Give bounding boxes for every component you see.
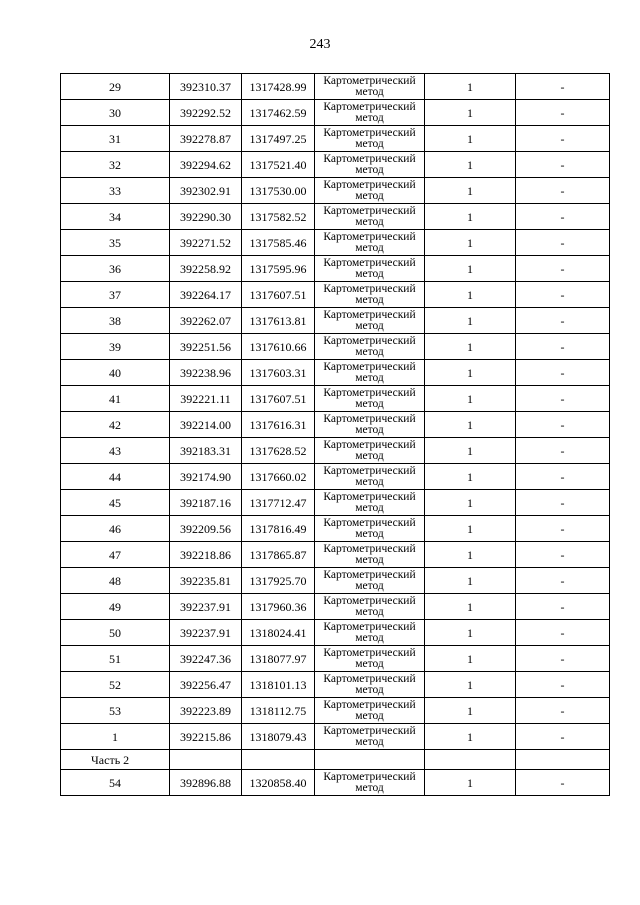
- method-cell: Картометрический метод: [315, 542, 425, 568]
- accuracy-cell: 1: [425, 74, 516, 100]
- coordinates-table-body: [61, 74, 610, 796]
- point-number-cell: 42: [61, 412, 170, 438]
- table-row: [61, 594, 610, 620]
- point-number-cell: 52: [61, 672, 170, 698]
- note-cell: -: [516, 100, 610, 126]
- x-coordinate-cell: 392237.91: [170, 594, 242, 620]
- note-cell: -: [516, 594, 610, 620]
- accuracy-cell: 1: [425, 770, 516, 796]
- note-cell: -: [516, 386, 610, 412]
- x-coordinate-cell: 392218.86: [170, 542, 242, 568]
- method-cell: Картометрический метод: [315, 178, 425, 204]
- x-coordinate-cell: 392294.62: [170, 152, 242, 178]
- note-cell: -: [516, 412, 610, 438]
- coordinates-table: [60, 73, 610, 796]
- method-cell: Картометрический метод: [315, 308, 425, 334]
- y-coordinate-cell: 1320858.40: [242, 770, 315, 796]
- table-row: [61, 698, 610, 724]
- y-coordinate-cell: 1317960.36: [242, 594, 315, 620]
- y-coordinate-cell: 1317616.31: [242, 412, 315, 438]
- y-coordinate-cell: 1317610.66: [242, 334, 315, 360]
- method-cell: Картометрический метод: [315, 204, 425, 230]
- table-row: [61, 724, 610, 750]
- note-cell: -: [516, 360, 610, 386]
- x-coordinate-cell: 392258.92: [170, 256, 242, 282]
- note-cell: -: [516, 152, 610, 178]
- accuracy-cell: 1: [425, 490, 516, 516]
- table-row: [61, 282, 610, 308]
- method-cell: Картометрический метод: [315, 74, 425, 100]
- table-row: [61, 74, 610, 100]
- accuracy-cell: 1: [425, 100, 516, 126]
- y-coordinate-cell: 1317595.96: [242, 256, 315, 282]
- accuracy-cell: 1: [425, 438, 516, 464]
- table-row: [61, 334, 610, 360]
- note-cell: -: [516, 126, 610, 152]
- note-cell: -: [516, 74, 610, 100]
- y-coordinate-cell: 1317628.52: [242, 438, 315, 464]
- x-coordinate-cell: 392235.81: [170, 568, 242, 594]
- y-coordinate-cell: 1317603.31: [242, 360, 315, 386]
- table-row: [61, 230, 610, 256]
- table-row: [61, 256, 610, 282]
- accuracy-cell: 1: [425, 724, 516, 750]
- point-number-cell: 33: [61, 178, 170, 204]
- note-cell: -: [516, 490, 610, 516]
- table-row: [61, 412, 610, 438]
- accuracy-cell: 1: [425, 594, 516, 620]
- note-cell: -: [516, 464, 610, 490]
- accuracy-cell: 1: [425, 672, 516, 698]
- accuracy-cell: 1: [425, 620, 516, 646]
- y-coordinate-cell: 1318077.97: [242, 646, 315, 672]
- note-cell: -: [516, 204, 610, 230]
- x-coordinate-cell: 392183.31: [170, 438, 242, 464]
- point-number-cell: 44: [61, 464, 170, 490]
- method-cell: Картометрический метод: [315, 724, 425, 750]
- accuracy-cell: 1: [425, 256, 516, 282]
- point-number-cell: 37: [61, 282, 170, 308]
- point-number-cell: 48: [61, 568, 170, 594]
- point-number-cell: 36: [61, 256, 170, 282]
- point-number-cell: 34: [61, 204, 170, 230]
- accuracy-cell: 1: [425, 282, 516, 308]
- x-coordinate-cell: 392290.30: [170, 204, 242, 230]
- x-coordinate-cell: 392215.86: [170, 724, 242, 750]
- x-coordinate-cell: 392221.11: [170, 386, 242, 412]
- table-row: [61, 568, 610, 594]
- table-row: [61, 308, 610, 334]
- table-row: [61, 516, 610, 542]
- note-cell: -: [516, 672, 610, 698]
- y-coordinate-cell: 1317530.00: [242, 178, 315, 204]
- x-coordinate-cell: 392237.91: [170, 620, 242, 646]
- x-coordinate-cell: 392302.91: [170, 178, 242, 204]
- method-cell: Картометрический метод: [315, 698, 425, 724]
- accuracy-cell: 1: [425, 178, 516, 204]
- x-coordinate-cell: 392238.96: [170, 360, 242, 386]
- y-coordinate-cell: 1317462.59: [242, 100, 315, 126]
- point-number-cell: 32: [61, 152, 170, 178]
- method-cell: Картометрический метод: [315, 412, 425, 438]
- method-cell: Картометрический метод: [315, 152, 425, 178]
- point-number-cell: 54: [61, 770, 170, 796]
- note-cell: -: [516, 770, 610, 796]
- point-number-cell: 31: [61, 126, 170, 152]
- x-coordinate-cell: 392256.47: [170, 672, 242, 698]
- method-cell: Картометрический метод: [315, 464, 425, 490]
- accuracy-cell: 1: [425, 464, 516, 490]
- note-cell: -: [516, 516, 610, 542]
- point-number-cell: 43: [61, 438, 170, 464]
- method-cell: Картометрический метод: [315, 256, 425, 282]
- note-cell: -: [516, 282, 610, 308]
- y-coordinate-cell: 1317712.47: [242, 490, 315, 516]
- point-number-cell: 47: [61, 542, 170, 568]
- point-number-cell: 50: [61, 620, 170, 646]
- x-coordinate-cell: 392251.56: [170, 334, 242, 360]
- method-cell: Картометрический метод: [315, 516, 425, 542]
- method-cell: Картометрический метод: [315, 438, 425, 464]
- method-cell: Картометрический метод: [315, 568, 425, 594]
- accuracy-cell: 1: [425, 230, 516, 256]
- x-coordinate-cell: 392264.17: [170, 282, 242, 308]
- x-coordinate-cell: 392209.56: [170, 516, 242, 542]
- x-coordinate-cell: 392292.52: [170, 100, 242, 126]
- y-coordinate-cell: 1317585.46: [242, 230, 315, 256]
- method-cell: Картометрический метод: [315, 334, 425, 360]
- table-row: [61, 770, 610, 796]
- method-cell: Картометрический метод: [315, 100, 425, 126]
- y-coordinate-cell: 1317613.81: [242, 308, 315, 334]
- x-coordinate-cell: 392310.37: [170, 74, 242, 100]
- y-coordinate-cell: 1317607.51: [242, 386, 315, 412]
- empty-cell: [516, 750, 610, 770]
- accuracy-cell: 1: [425, 152, 516, 178]
- table-row: [61, 542, 610, 568]
- y-coordinate-cell: 1317607.51: [242, 282, 315, 308]
- y-coordinate-cell: 1317582.52: [242, 204, 315, 230]
- x-coordinate-cell: 392187.16: [170, 490, 242, 516]
- y-coordinate-cell: 1317816.49: [242, 516, 315, 542]
- table-row: [61, 360, 610, 386]
- accuracy-cell: 1: [425, 698, 516, 724]
- y-coordinate-cell: 1318024.41: [242, 620, 315, 646]
- point-number-cell: 45: [61, 490, 170, 516]
- part-label: Часть 2: [61, 750, 170, 770]
- table-row: [61, 672, 610, 698]
- point-number-cell: 51: [61, 646, 170, 672]
- empty-cell: [315, 750, 425, 770]
- note-cell: -: [516, 230, 610, 256]
- method-cell: Картометрический метод: [315, 360, 425, 386]
- table-row: [61, 178, 610, 204]
- x-coordinate-cell: 392278.87: [170, 126, 242, 152]
- method-cell: Картометрический метод: [315, 646, 425, 672]
- table-row: [61, 386, 610, 412]
- point-number-cell: 46: [61, 516, 170, 542]
- method-cell: Картометрический метод: [315, 490, 425, 516]
- page-number: 243: [309, 37, 331, 52]
- table-row: [61, 464, 610, 490]
- method-cell: Картометрический метод: [315, 594, 425, 620]
- point-number-cell: 53: [61, 698, 170, 724]
- y-coordinate-cell: 1317660.02: [242, 464, 315, 490]
- x-coordinate-cell: 392223.89: [170, 698, 242, 724]
- note-cell: -: [516, 334, 610, 360]
- table-row: [61, 126, 610, 152]
- table-row: [61, 204, 610, 230]
- note-cell: -: [516, 542, 610, 568]
- note-cell: -: [516, 568, 610, 594]
- note-cell: -: [516, 178, 610, 204]
- method-cell: Картометрический метод: [315, 386, 425, 412]
- table-row: [61, 646, 610, 672]
- accuracy-cell: 1: [425, 516, 516, 542]
- x-coordinate-cell: 392271.52: [170, 230, 242, 256]
- note-cell: -: [516, 646, 610, 672]
- method-cell: Картометрический метод: [315, 230, 425, 256]
- method-cell: Картометрический метод: [315, 672, 425, 698]
- table-row: [61, 100, 610, 126]
- y-coordinate-cell: 1318112.75: [242, 698, 315, 724]
- accuracy-cell: 1: [425, 126, 516, 152]
- method-cell: Картометрический метод: [315, 620, 425, 646]
- part-header-row: [61, 750, 610, 770]
- point-number-cell: 41: [61, 386, 170, 412]
- y-coordinate-cell: 1317428.99: [242, 74, 315, 100]
- method-cell: Картометрический метод: [315, 282, 425, 308]
- note-cell: -: [516, 724, 610, 750]
- y-coordinate-cell: 1317521.40: [242, 152, 315, 178]
- accuracy-cell: 1: [425, 542, 516, 568]
- empty-cell: [425, 750, 516, 770]
- accuracy-cell: 1: [425, 334, 516, 360]
- note-cell: -: [516, 308, 610, 334]
- point-number-cell: 49: [61, 594, 170, 620]
- accuracy-cell: 1: [425, 360, 516, 386]
- accuracy-cell: 1: [425, 204, 516, 230]
- point-number-cell: 30: [61, 100, 170, 126]
- y-coordinate-cell: 1317925.70: [242, 568, 315, 594]
- accuracy-cell: 1: [425, 308, 516, 334]
- x-coordinate-cell: 392214.00: [170, 412, 242, 438]
- y-coordinate-cell: 1317497.25: [242, 126, 315, 152]
- x-coordinate-cell: 392896.88: [170, 770, 242, 796]
- method-cell: Картометрический метод: [315, 126, 425, 152]
- point-number-cell: 29: [61, 74, 170, 100]
- point-number-cell: 35: [61, 230, 170, 256]
- table-row: [61, 620, 610, 646]
- table-row: [61, 438, 610, 464]
- x-coordinate-cell: 392247.36: [170, 646, 242, 672]
- accuracy-cell: 1: [425, 412, 516, 438]
- point-number-cell: 39: [61, 334, 170, 360]
- accuracy-cell: 1: [425, 646, 516, 672]
- method-cell: Картометрический метод: [315, 770, 425, 796]
- x-coordinate-cell: 392262.07: [170, 308, 242, 334]
- point-number-cell: 40: [61, 360, 170, 386]
- note-cell: -: [516, 620, 610, 646]
- y-coordinate-cell: 1317865.87: [242, 542, 315, 568]
- point-number-cell: 1: [61, 724, 170, 750]
- y-coordinate-cell: 1318079.43: [242, 724, 315, 750]
- accuracy-cell: 1: [425, 568, 516, 594]
- table-row: [61, 152, 610, 178]
- y-coordinate-cell: 1318101.13: [242, 672, 315, 698]
- x-coordinate-cell: 392174.90: [170, 464, 242, 490]
- empty-cell: [242, 750, 315, 770]
- empty-cell: [170, 750, 242, 770]
- note-cell: -: [516, 698, 610, 724]
- table-row: [61, 490, 610, 516]
- accuracy-cell: 1: [425, 386, 516, 412]
- point-number-cell: 38: [61, 308, 170, 334]
- note-cell: -: [516, 256, 610, 282]
- note-cell: -: [516, 438, 610, 464]
